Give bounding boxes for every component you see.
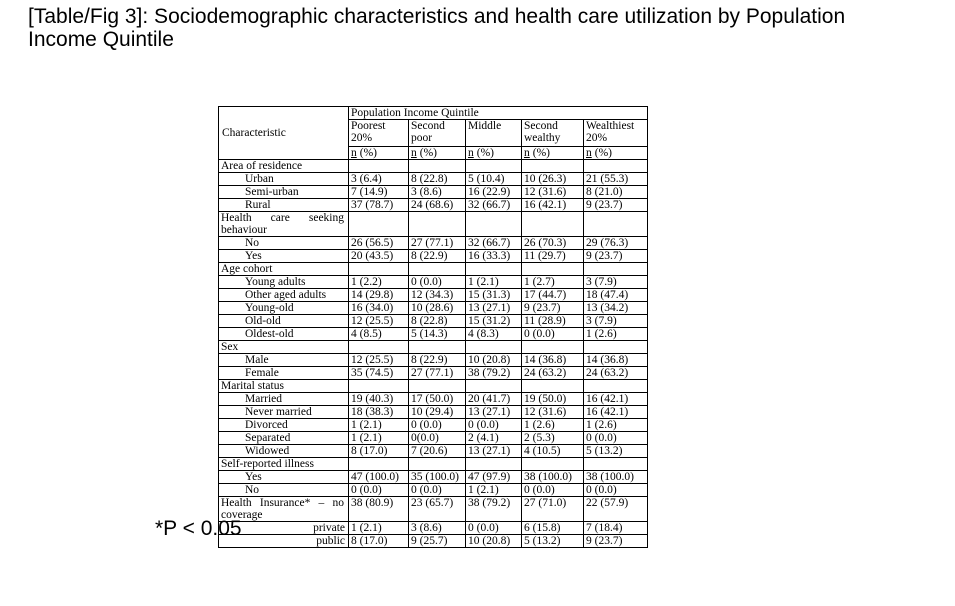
cell-value: 1 (2.1) (349, 419, 409, 432)
cell-value: 0 (0.0) (409, 276, 466, 289)
group-header: Population Income Quintile (349, 107, 648, 120)
cell-value: 7 (18.4) (584, 522, 648, 535)
row-label: Widowed (219, 445, 349, 458)
cell-value: 2 (4.1) (466, 432, 522, 445)
table-row-young-adults (219, 276, 648, 289)
cell-value: 2 (5.3) (522, 432, 584, 445)
cell-value: 24 (63.2) (522, 367, 584, 380)
table-row-semi-urban (219, 186, 648, 199)
table-row-divorced (219, 419, 648, 432)
cell-value: 12 (34.3) (409, 289, 466, 302)
table-row-private (219, 522, 648, 535)
cell-value: 26 (70.3) (522, 237, 584, 250)
cell-value: 1 (2.1) (466, 484, 522, 497)
pct-label: (%) (359, 147, 377, 159)
cell-value: 14 (36.8) (522, 354, 584, 367)
cell-value (522, 341, 584, 354)
cell-value: 8 (22.9) (409, 354, 466, 367)
cell-value: 15 (31.2) (466, 315, 522, 328)
table-row-public (219, 535, 648, 548)
cell-value (584, 160, 648, 173)
cell-value: 5 (14.3) (409, 328, 466, 341)
stat-header (349, 147, 409, 160)
cell-value: 38 (79.2) (466, 497, 522, 522)
cell-value: 4 (8.3) (466, 328, 522, 341)
cell-value: 1 (2.6) (522, 419, 584, 432)
row-label: Yes (219, 250, 349, 263)
quintile-table (218, 106, 648, 548)
cell-value: 19 (50.0) (522, 393, 584, 406)
cell-value: 1 (2.1) (466, 276, 522, 289)
cell-value: 16 (42.1) (522, 199, 584, 212)
n-label: n (411, 147, 417, 159)
cell-value: 9 (23.7) (584, 535, 648, 548)
cell-value: 14 (36.8) (584, 354, 648, 367)
cell-value: 8 (21.0) (584, 186, 648, 199)
table-row-area-of-residence (219, 160, 648, 173)
cell-value: 12 (25.5) (349, 315, 409, 328)
cell-value (466, 341, 522, 354)
cell-value: 5 (10.4) (466, 173, 522, 186)
cell-value: 0(0.0) (409, 432, 466, 445)
cell-value: 1 (2.2) (349, 276, 409, 289)
cell-value: 14 (29.8) (349, 289, 409, 302)
cell-value (466, 212, 522, 237)
cell-value: 38 (79.2) (466, 367, 522, 380)
cell-value: 12 (31.6) (522, 406, 584, 419)
cell-value: 3 (6.4) (349, 173, 409, 186)
cell-value: 1 (2.1) (349, 432, 409, 445)
cell-value (466, 380, 522, 393)
row-label: Oldest-old (219, 328, 349, 341)
cell-value: 5 (13.2) (584, 445, 648, 458)
cell-value: 12 (31.6) (522, 186, 584, 199)
cell-value: 0 (0.0) (466, 419, 522, 432)
cell-value: 32 (66.7) (466, 237, 522, 250)
cell-value: 3 (7.9) (584, 315, 648, 328)
column-header-poorest: Poorest 20% (349, 120, 409, 147)
cell-value: 9 (23.7) (522, 302, 584, 315)
cell-value: 10 (20.8) (466, 354, 522, 367)
cell-value: 1 (2.1) (349, 522, 409, 535)
table-row-no (219, 237, 648, 250)
cell-value: 47 (100.0) (349, 471, 409, 484)
row-label: Male (219, 354, 349, 367)
row-label: Sex (219, 341, 349, 354)
row-label: Rural (219, 199, 349, 212)
row-label: Area of residence (219, 160, 349, 173)
cell-value (584, 263, 648, 276)
cell-value (584, 458, 648, 471)
table-row-widowed (219, 445, 648, 458)
row-label: No (219, 484, 349, 497)
column-header-second-wealthy: Second wealthy (522, 120, 584, 147)
cell-value (584, 341, 648, 354)
cell-value (522, 458, 584, 471)
cell-value: 23 (65.7) (409, 497, 466, 522)
row-label: Never married (219, 406, 349, 419)
cell-value: 0 (0.0) (522, 328, 584, 341)
cell-value: 8 (22.8) (409, 315, 466, 328)
cell-value: 20 (43.5) (349, 250, 409, 263)
table-row-health-insurance-no-coverage (219, 497, 648, 522)
cell-value: 3 (8.6) (409, 522, 466, 535)
cell-value (584, 212, 648, 237)
table-row-self-reported-illness (219, 458, 648, 471)
stat-header (522, 147, 584, 160)
cell-value: 13 (34.2) (584, 302, 648, 315)
cell-value (584, 380, 648, 393)
cell-value: 47 (97.9) (466, 471, 522, 484)
cell-value: 10 (28.6) (409, 302, 466, 315)
table-row-other-aged-adults (219, 289, 648, 302)
table-row-health-care-seeking-behaviour (219, 212, 648, 237)
stat-header (409, 147, 466, 160)
cell-value: 10 (20.8) (466, 535, 522, 548)
n-label: n (524, 147, 530, 159)
cell-value: 9 (23.7) (584, 250, 648, 263)
cell-value: 24 (63.2) (584, 367, 648, 380)
pct-label: (%) (594, 147, 612, 159)
cell-value: 3 (7.9) (584, 276, 648, 289)
row-label: Old-old (219, 315, 349, 328)
cell-value: 13 (27.1) (466, 445, 522, 458)
row-label: Health Insurance* – no coverage (219, 497, 349, 522)
cell-value: 1 (2.6) (584, 419, 648, 432)
cell-value: 38 (80.9) (349, 497, 409, 522)
cell-value: 17 (44.7) (522, 289, 584, 302)
row-label: Age cohort (219, 263, 349, 276)
cell-value: 4 (10.5) (522, 445, 584, 458)
cell-value: 15 (31.3) (466, 289, 522, 302)
table-row-yes (219, 250, 648, 263)
cell-value (349, 160, 409, 173)
row-label: Young-old (219, 302, 349, 315)
column-header-middle: Middle (466, 120, 522, 147)
cell-value (522, 380, 584, 393)
cell-value: 0 (0.0) (409, 484, 466, 497)
cell-value (349, 263, 409, 276)
pct-label: (%) (532, 147, 550, 159)
cell-value: 19 (40.3) (349, 393, 409, 406)
cell-value: 6 (15.8) (522, 522, 584, 535)
cell-value: 35 (74.5) (349, 367, 409, 380)
cell-value: 9 (23.7) (584, 199, 648, 212)
row-label: Marital status (219, 380, 349, 393)
row-label: public (219, 535, 349, 548)
row-label: Urban (219, 173, 349, 186)
cell-value: 27 (77.1) (409, 367, 466, 380)
figure-title: [Table/Fig 3]: Sociodemographic characteristics and health care utilization by Population Income Quintile (28, 5, 846, 51)
table-row-rural (219, 199, 648, 212)
cell-value: 35 (100.0) (409, 471, 466, 484)
cell-value: 8 (22.8) (409, 173, 466, 186)
row-label: Self-reported illness (219, 458, 349, 471)
cell-value: 9 (25.7) (409, 535, 466, 548)
cell-value (466, 160, 522, 173)
cell-value: 16 (22.9) (466, 186, 522, 199)
cell-value: 13 (27.1) (466, 406, 522, 419)
column-header-wealthiest: Wealthiest 20% (584, 120, 648, 147)
cell-value: 1 (2.6) (584, 328, 648, 341)
row-label: Other aged adults (219, 289, 349, 302)
characteristic-header: Characteristic (219, 107, 349, 160)
table-row-male (219, 354, 648, 367)
table-row-married (219, 393, 648, 406)
cell-value (349, 341, 409, 354)
table-header (219, 107, 648, 160)
cell-value (409, 160, 466, 173)
row-label: Female (219, 367, 349, 380)
table-row-old-old (219, 315, 648, 328)
table-row-young-old (219, 302, 648, 315)
cell-value: 32 (66.7) (466, 199, 522, 212)
table-body (219, 160, 648, 548)
n-label: n (351, 147, 357, 159)
cell-value: 7 (14.9) (349, 186, 409, 199)
table-row-no (219, 484, 648, 497)
cell-value: 8 (17.0) (349, 445, 409, 458)
pct-label: (%) (419, 147, 437, 159)
cell-value: 3 (8.6) (409, 186, 466, 199)
cell-value (409, 380, 466, 393)
cell-value: 4 (8.5) (349, 328, 409, 341)
table-row-marital-status (219, 380, 648, 393)
stat-header (466, 147, 522, 160)
pct-label: (%) (476, 147, 494, 159)
row-label: Health care seeking behaviour (219, 212, 349, 237)
cell-value (409, 263, 466, 276)
cell-value (522, 263, 584, 276)
cell-value: 38 (100.0) (522, 471, 584, 484)
cell-value: 16 (42.1) (584, 406, 648, 419)
cell-value (409, 212, 466, 237)
cell-value: 38 (100.0) (584, 471, 648, 484)
cell-value: 20 (41.7) (466, 393, 522, 406)
cell-value: 26 (56.5) (349, 237, 409, 250)
cell-value: 24 (68.6) (409, 199, 466, 212)
cell-value: 0 (0.0) (584, 484, 648, 497)
cell-value: 11 (28.9) (522, 315, 584, 328)
table-row-urban (219, 173, 648, 186)
n-label: n (468, 147, 474, 159)
cell-value: 8 (17.0) (349, 535, 409, 548)
row-label: No (219, 237, 349, 250)
cell-value: 29 (76.3) (584, 237, 648, 250)
cell-value: 12 (25.5) (349, 354, 409, 367)
cell-value (409, 341, 466, 354)
cell-value: 0 (0.0) (466, 522, 522, 535)
cell-value: 16 (42.1) (584, 393, 648, 406)
cell-value: 16 (34.0) (349, 302, 409, 315)
cell-value: 13 (27.1) (466, 302, 522, 315)
row-label: Separated (219, 432, 349, 445)
table-row-yes (219, 471, 648, 484)
column-header-second-poor: Second poor (409, 120, 466, 147)
cell-value: 18 (38.3) (349, 406, 409, 419)
table-row-age-cohort (219, 263, 648, 276)
cell-value: 7 (20.6) (409, 445, 466, 458)
cell-value: 11 (29.7) (522, 250, 584, 263)
cell-value: 17 (50.0) (409, 393, 466, 406)
n-label: n (586, 147, 592, 159)
cell-value: 27 (77.1) (409, 237, 466, 250)
cell-value: 0 (0.0) (349, 484, 409, 497)
cell-value (349, 380, 409, 393)
table-row-never-married (219, 406, 648, 419)
cell-value: 0 (0.0) (522, 484, 584, 497)
cell-value: 16 (33.3) (466, 250, 522, 263)
significance-footnote: *P < 0.05 (155, 517, 242, 540)
cell-value (522, 160, 584, 173)
cell-value: 21 (55.3) (584, 173, 648, 186)
table-row-separated (219, 432, 648, 445)
row-label: Yes (219, 471, 349, 484)
cell-value (349, 212, 409, 237)
cell-value: 5 (13.2) (522, 535, 584, 548)
cell-value (466, 458, 522, 471)
stat-header (584, 147, 648, 160)
row-label: Semi-urban (219, 186, 349, 199)
row-label: private (219, 522, 349, 535)
row-label: Divorced (219, 419, 349, 432)
cell-value: 22 (57.9) (584, 497, 648, 522)
table-row-sex (219, 341, 648, 354)
table-row-female (219, 367, 648, 380)
table-row-oldest-old (219, 328, 648, 341)
cell-value: 18 (47.4) (584, 289, 648, 302)
cell-value: 8 (22.9) (409, 250, 466, 263)
cell-value: 10 (26.3) (522, 173, 584, 186)
cell-value: 37 (78.7) (349, 199, 409, 212)
cell-value (349, 458, 409, 471)
cell-value: 0 (0.0) (409, 419, 466, 432)
cell-value: 1 (2.7) (522, 276, 584, 289)
cell-value (409, 458, 466, 471)
cell-value: 10 (29.4) (409, 406, 466, 419)
group-header-row (219, 107, 648, 120)
row-label: Married (219, 393, 349, 406)
cell-value: 0 (0.0) (584, 432, 648, 445)
cell-value (466, 263, 522, 276)
cell-value: 27 (71.0) (522, 497, 584, 522)
row-label: Young adults (219, 276, 349, 289)
cell-value (522, 212, 584, 237)
